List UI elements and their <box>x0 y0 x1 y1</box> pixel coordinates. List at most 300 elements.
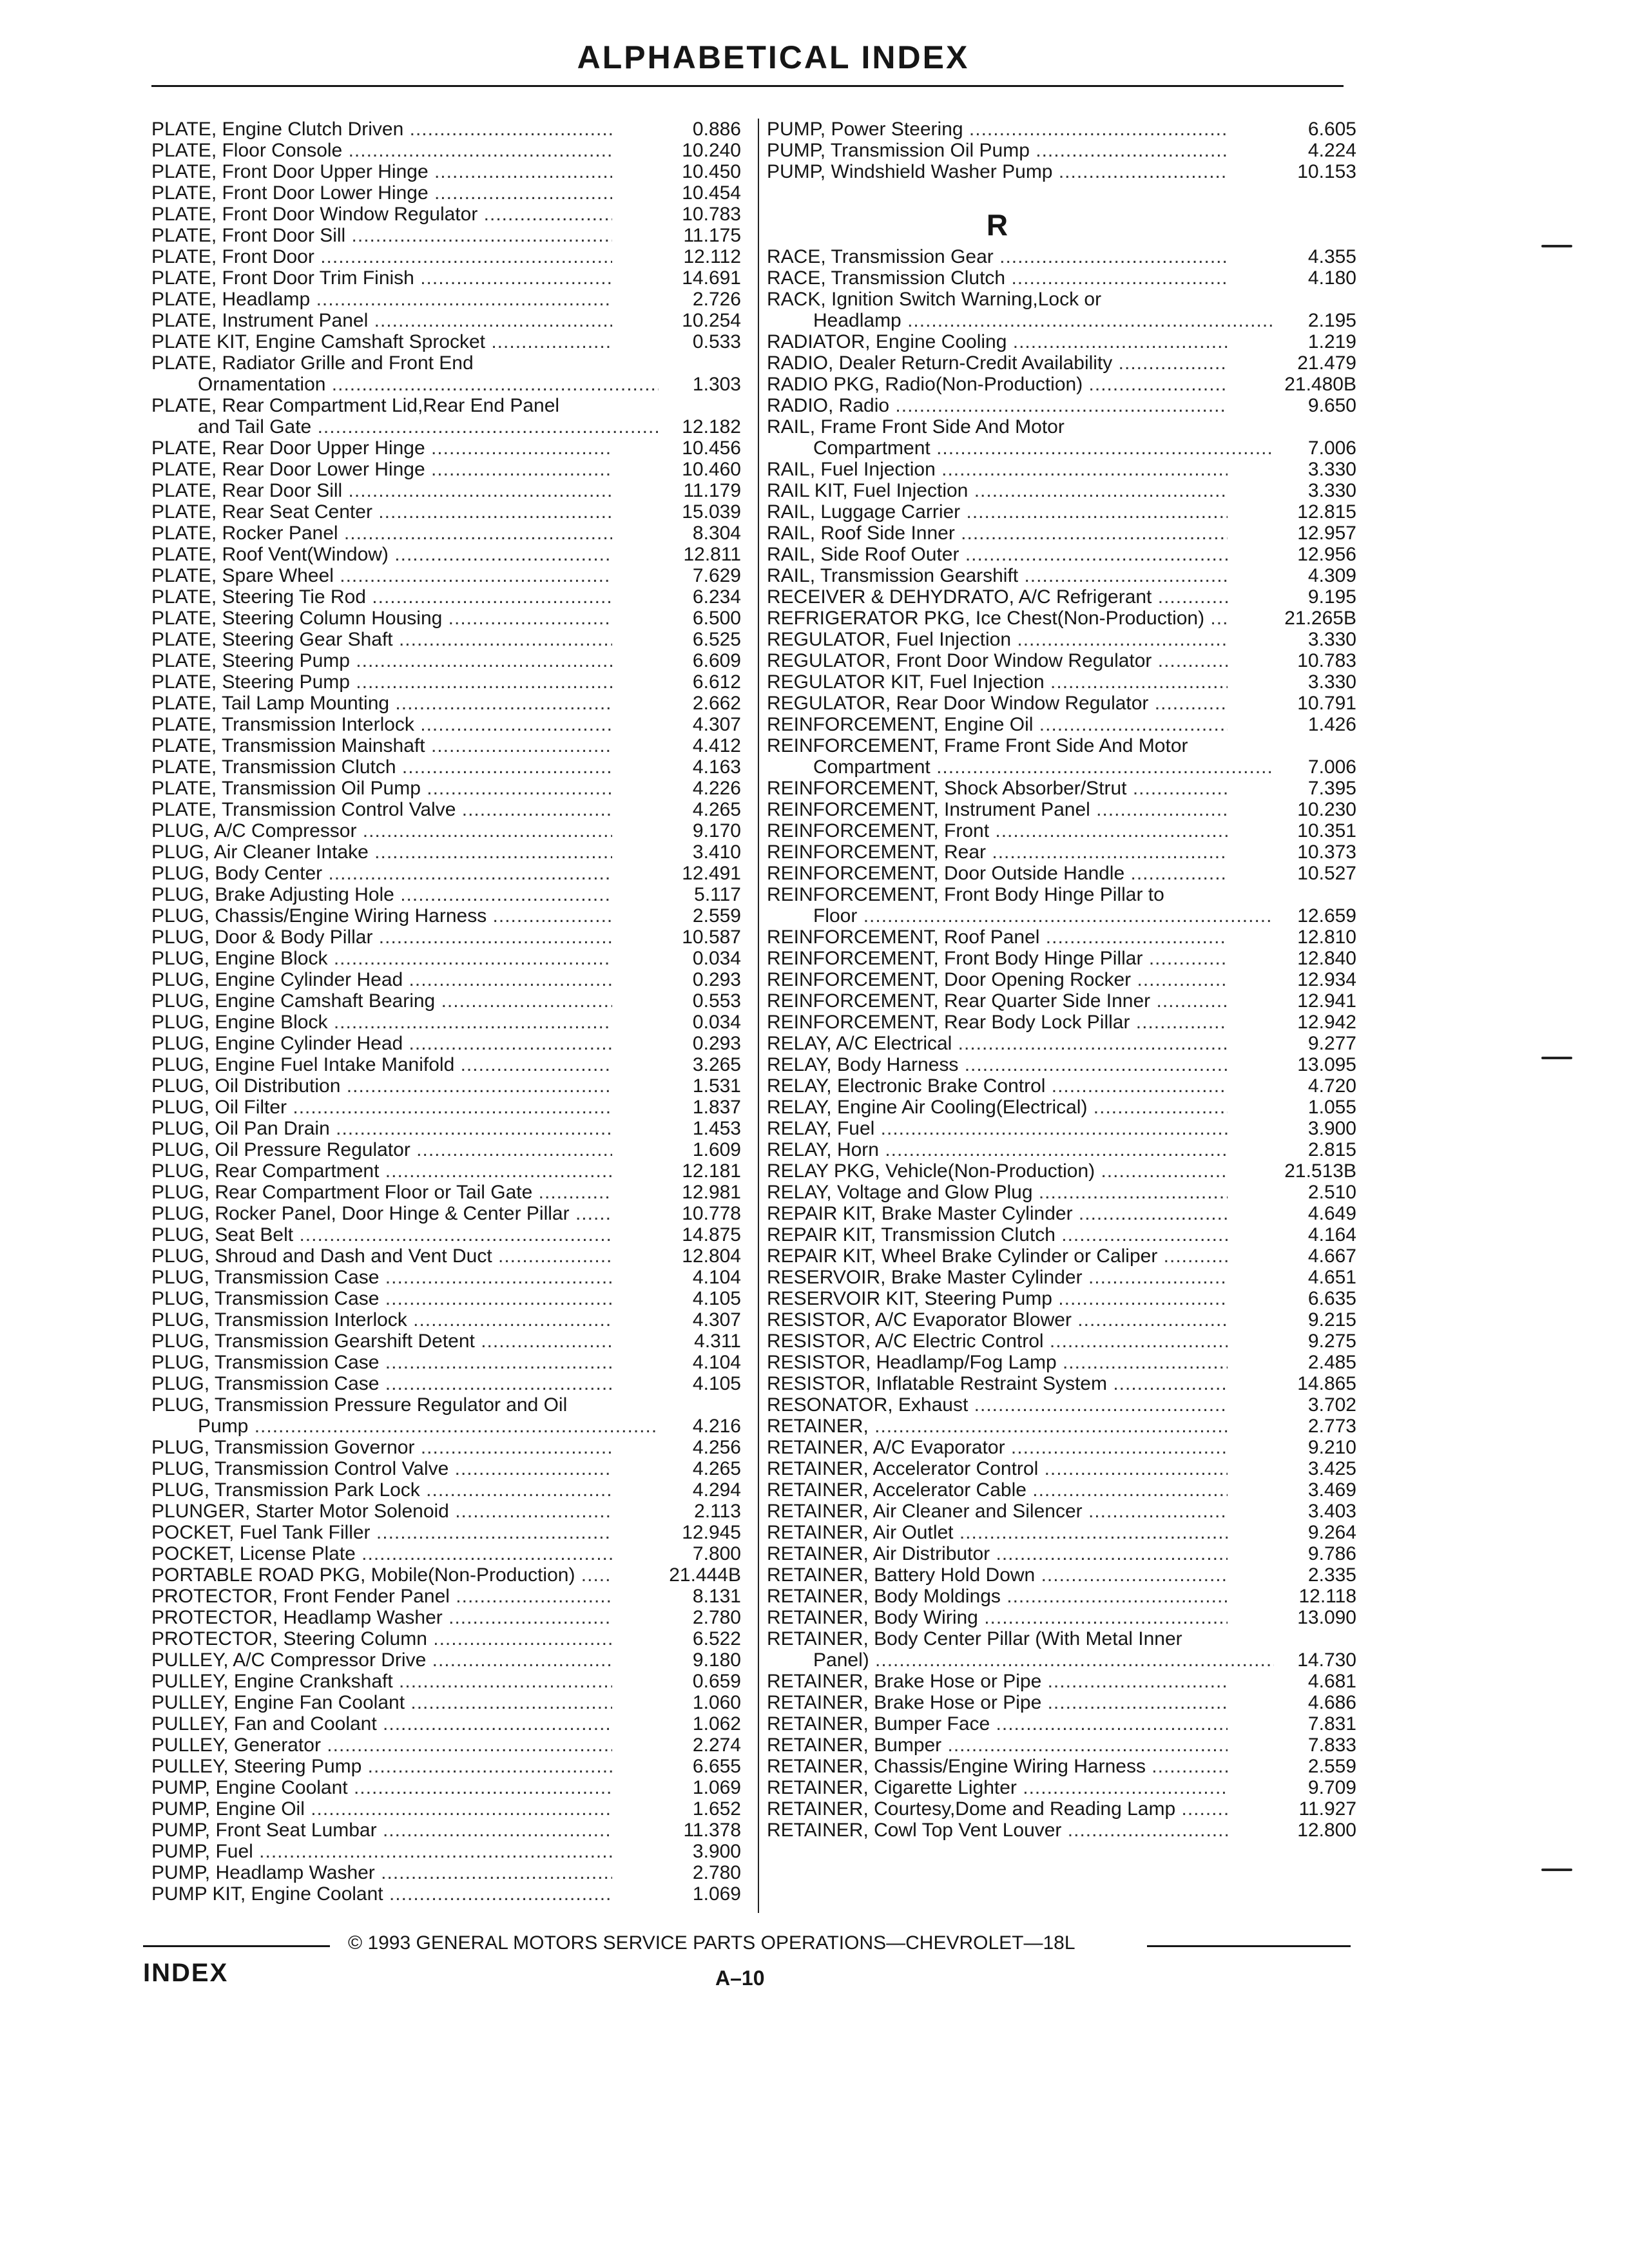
entry-label: PLATE, Rear Door Sill ..... <box>151 480 612 501</box>
entry-label: PULLEY, Fan and Coolant ..... <box>151 1713 612 1735</box>
entry-label: PUMP, Fuel ..... <box>151 1841 612 1862</box>
entry-label: REPAIR KIT, Transmission Clutch ..... <box>767 1224 1228 1245</box>
entry-label: PLUG, Rear Compartment ..... <box>151 1160 612 1182</box>
entry-label: PLUG, Rocker Panel, Door Hinge & Center Pillar ..... <box>151 1203 612 1224</box>
entry-page-ref: 6.635 <box>1307 1288 1356 1309</box>
index-entry <box>151 1012 741 1033</box>
index-entry <box>151 544 741 565</box>
entry-label: RETAINER, A/C Evaporator ..... <box>767 1437 1228 1458</box>
entry-label: PLUG, Brake Adjusting Hole ..... <box>151 884 612 905</box>
index-entry <box>767 246 1356 267</box>
entry-label: PLATE, Front Door Upper Hinge ..... <box>151 161 612 182</box>
index-entry <box>767 416 1356 437</box>
index-entry <box>151 1713 741 1735</box>
index-entry <box>151 778 741 799</box>
entry-page-ref: 6.522 <box>692 1628 741 1649</box>
entry-page-ref: 4.216 <box>692 1416 741 1437</box>
entry-label: PLUG, Engine Fuel Intake Manifold ..... <box>151 1054 612 1075</box>
entry-label: PULLEY, Engine Crankshaft ..... <box>151 1671 612 1692</box>
section-letter: R <box>986 208 1008 242</box>
entry-page-ref: 21.480B <box>1284 374 1356 395</box>
entry-label: RELAY, Electronic Brake Control ..... <box>767 1075 1228 1097</box>
index-entry <box>767 1309 1356 1331</box>
entry-page-ref: 1.219 <box>1307 331 1356 352</box>
entry-page-ref: 10.153 <box>1297 161 1356 182</box>
index-entry <box>151 119 741 140</box>
entry-page-ref: 12.934 <box>1297 969 1356 990</box>
index-entry <box>151 948 741 969</box>
index-entry <box>767 459 1356 480</box>
entry-page-ref: 4.164 <box>1307 1224 1356 1245</box>
index-entry <box>767 1118 1356 1139</box>
entry-label: RECEIVER & DEHYDRATO, A/C Refrigerant ..... <box>767 586 1228 608</box>
entry-label: PLUG, Engine Block ..... <box>151 1012 612 1033</box>
entry-page-ref: 13.090 <box>1297 1607 1356 1628</box>
index-entry <box>151 799 741 820</box>
entry-label: RESERVOIR KIT, Steering Pump ..... <box>767 1288 1228 1309</box>
index-entry <box>151 905 741 927</box>
entry-label: PLUG, Transmission Control Valve ..... <box>151 1458 612 1479</box>
section-spacer <box>767 182 1356 204</box>
index-entry <box>767 948 1356 969</box>
entry-page-ref: 1.652 <box>692 1798 741 1820</box>
entry-page-ref: 9.786 <box>1307 1543 1356 1564</box>
entry-page-ref: 2.335 <box>1307 1564 1356 1586</box>
index-entry <box>151 1160 741 1182</box>
entry-label: PLATE, Front Door Window Regulator ..... <box>151 204 612 225</box>
entry-label: RETAINER, Battery Hold Down ..... <box>767 1564 1228 1586</box>
entry-label: RAIL, Fuel Injection ..... <box>767 459 1228 480</box>
entry-page-ref: 4.412 <box>692 735 741 756</box>
entry-page-ref: 6.655 <box>692 1756 741 1777</box>
entry-label: REGULATOR, Fuel Injection ..... <box>767 629 1228 650</box>
entry-label: PUMP, Headlamp Washer ..... <box>151 1862 612 1883</box>
entry-page-ref: 10.527 <box>1297 863 1356 884</box>
entry-page-ref: 10.456 <box>682 437 741 459</box>
index-entry <box>151 289 741 310</box>
entry-label: RELAY, Voltage and Glow Plug ..... <box>767 1182 1228 1203</box>
entry-label: RETAINER, Air Outlet ..... <box>767 1522 1228 1543</box>
index-entry <box>151 246 741 267</box>
entry-page-ref: 2.780 <box>692 1862 741 1883</box>
index-entry <box>151 1883 741 1905</box>
entry-page-ref: 3.265 <box>692 1054 741 1075</box>
index-entry <box>151 1798 741 1820</box>
index-entry <box>151 1224 741 1245</box>
entry-page-ref: 12.815 <box>1297 501 1356 523</box>
index-entry <box>767 990 1356 1012</box>
entry-label: Floor ..... <box>767 905 1274 927</box>
entry-page-ref: 14.691 <box>682 267 741 289</box>
entry-page-ref: 4.686 <box>1307 1692 1356 1713</box>
entry-label: RAIL, Side Roof Outer ..... <box>767 544 1228 565</box>
entry-page-ref: 10.454 <box>682 182 741 204</box>
entry-label: RETAINER, Accelerator Cable ..... <box>767 1479 1228 1501</box>
entry-label: Panel) ..... <box>767 1649 1274 1671</box>
entry-label: RETAINER, Courtesy,Dome and Reading Lamp ..... <box>767 1798 1228 1820</box>
entry-label: PLUG, Transmission Case ..... <box>151 1288 612 1309</box>
index-entry <box>151 1267 741 1288</box>
entry-page-ref: 9.650 <box>1307 395 1356 416</box>
index-entry <box>151 1564 741 1586</box>
index-entry <box>151 1479 741 1501</box>
entry-label: RETAINER, Body Center Pillar (With Metal Inner <box>767 1628 1182 1649</box>
entry-page-ref: 0.553 <box>692 990 741 1012</box>
entry-label: RELAY, Engine Air Cooling(Electrical) ..... <box>767 1097 1228 1118</box>
index-entry <box>767 1777 1356 1798</box>
index-entry <box>767 331 1356 352</box>
entry-page-ref: 5.117 <box>694 884 741 905</box>
index-entry <box>151 1586 741 1607</box>
entry-label: PROTECTOR, Headlamp Washer ..... <box>151 1607 612 1628</box>
entry-page-ref: 10.460 <box>682 459 741 480</box>
column-divider <box>758 119 759 1913</box>
entry-page-ref: 0.533 <box>692 331 741 352</box>
index-entry <box>767 1479 1356 1501</box>
index-entry <box>767 1437 1356 1458</box>
entry-page-ref: 3.403 <box>1307 1501 1356 1522</box>
entry-label: PLATE, Rear Seat Center ..... <box>151 501 612 523</box>
index-entry <box>767 1394 1356 1416</box>
entry-page-ref: 14.875 <box>682 1224 741 1245</box>
index-entry <box>767 1267 1356 1288</box>
entry-label: RESERVOIR, Brake Master Cylinder ..... <box>767 1267 1228 1288</box>
index-entry <box>767 161 1356 182</box>
index-entry <box>767 1139 1356 1160</box>
index-entry <box>767 671 1356 693</box>
index-entry <box>767 693 1356 714</box>
entry-page-ref: 1.837 <box>692 1097 741 1118</box>
right-column-top-entries <box>767 119 1356 182</box>
entry-label: PLATE, Rear Door Upper Hinge ..... <box>151 437 612 459</box>
entry-label: PLATE, Transmission Control Valve ..... <box>151 799 612 820</box>
entry-page-ref: 9.275 <box>1307 1331 1356 1352</box>
entry-page-ref: 1.060 <box>692 1692 741 1713</box>
entry-page-ref: 8.304 <box>692 523 741 544</box>
entry-label: PLUG, Engine Camshaft Bearing ..... <box>151 990 612 1012</box>
index-entry <box>767 1798 1356 1820</box>
entry-label: PLUG, Transmission Interlock ..... <box>151 1309 612 1331</box>
entry-label: REINFORCEMENT, Frame Front Side And Motor <box>767 735 1188 756</box>
entry-page-ref: 10.783 <box>1297 650 1356 671</box>
entry-page-ref: 4.226 <box>692 778 741 799</box>
index-entry <box>151 650 741 671</box>
entry-label: REINFORCEMENT, Front ..... <box>767 820 1228 841</box>
entry-label: PUMP KIT, Engine Coolant ..... <box>151 1883 612 1905</box>
entry-label: PLATE, Front Door Trim Finish ..... <box>151 267 612 289</box>
index-entry <box>767 395 1356 416</box>
entry-label: REPAIR KIT, Wheel Brake Cylinder or Caliper ..... <box>767 1245 1228 1267</box>
index-entry <box>151 1288 741 1309</box>
entry-label: and Tail Gate ..... <box>151 416 659 437</box>
index-entry <box>151 1692 741 1713</box>
index-entry <box>767 778 1356 799</box>
index-entry <box>151 863 741 884</box>
entry-page-ref: 3.900 <box>1307 1118 1356 1139</box>
entry-page-ref: 21.479 <box>1297 352 1356 374</box>
index-entry <box>151 1203 741 1224</box>
entry-label: REGULATOR KIT, Fuel Injection ..... <box>767 671 1228 693</box>
index-entry <box>767 1649 1356 1671</box>
entry-label: PUMP, Power Steering ..... <box>767 119 1228 140</box>
index-entry <box>767 1416 1356 1437</box>
entry-label: RAIL, Luggage Carrier ..... <box>767 501 1228 523</box>
entry-page-ref: 2.559 <box>692 905 741 927</box>
index-entry <box>151 204 741 225</box>
index-entry <box>151 352 741 374</box>
index-entry <box>767 267 1356 289</box>
index-entry <box>767 352 1356 374</box>
entry-page-ref: 9.170 <box>692 820 741 841</box>
index-entry <box>151 756 741 778</box>
index-entry <box>767 1692 1356 1713</box>
entry-page-ref: 4.309 <box>1307 565 1356 586</box>
entry-page-ref: 6.612 <box>692 671 741 693</box>
entry-page-ref: 2.195 <box>1307 310 1356 331</box>
index-entry <box>767 119 1356 140</box>
index-entry <box>767 1713 1356 1735</box>
index-entry <box>767 1628 1356 1649</box>
entry-page-ref: 9.709 <box>1307 1777 1356 1798</box>
entry-page-ref: 2.726 <box>692 289 741 310</box>
entry-page-ref: 4.105 <box>692 1288 741 1309</box>
entry-page-ref: 3.410 <box>692 841 741 863</box>
entry-page-ref: 4.355 <box>1307 246 1356 267</box>
entry-label: PROTECTOR, Front Fender Panel ..... <box>151 1586 612 1607</box>
index-entry <box>151 267 741 289</box>
entry-label: REFRIGERATOR PKG, Ice Chest(Non-Production) ..... <box>767 608 1228 629</box>
entry-label: PLUG, Shroud and Dash and Vent Duct ..... <box>151 1245 612 1267</box>
entry-label: PLATE, Transmission Oil Pump ..... <box>151 778 612 799</box>
margin-mark <box>1541 1869 1572 1871</box>
entry-page-ref: 12.942 <box>1297 1012 1356 1033</box>
index-entry <box>767 374 1356 395</box>
index-entry <box>151 416 741 437</box>
entry-label: PLUG, Rear Compartment Floor or Tail Gate ..... <box>151 1182 612 1203</box>
section-label: INDEX <box>143 1959 229 1987</box>
index-entry <box>767 1756 1356 1777</box>
entry-page-ref: 1.069 <box>692 1777 741 1798</box>
entry-label: PUMP, Engine Coolant ..... <box>151 1777 612 1798</box>
index-entry <box>767 1097 1356 1118</box>
index-entry <box>767 1820 1356 1841</box>
entry-page-ref: 0.293 <box>692 1033 741 1054</box>
entry-page-ref: 21.265B <box>1284 608 1356 629</box>
index-entry <box>767 969 1356 990</box>
entry-label: REINFORCEMENT, Front Body Hinge Pillar to <box>767 884 1164 905</box>
entry-label: PLATE, Transmission Mainshaft ..... <box>151 735 612 756</box>
entry-page-ref: 3.425 <box>1307 1458 1356 1479</box>
entry-label: PLATE, Tail Lamp Mounting ..... <box>151 693 612 714</box>
entry-label: RACE, Transmission Clutch ..... <box>767 267 1228 289</box>
index-entry <box>151 1309 741 1331</box>
index-entry <box>767 310 1356 331</box>
entry-label: RETAINER, Brake Hose or Pipe ..... <box>767 1671 1228 1692</box>
entry-page-ref: 7.006 <box>1307 437 1356 459</box>
entry-page-ref: 6.500 <box>692 608 741 629</box>
index-entry <box>767 140 1356 161</box>
entry-page-ref: 3.330 <box>1307 480 1356 501</box>
entry-page-ref: 12.945 <box>682 1522 741 1543</box>
entry-page-ref: 12.941 <box>1297 990 1356 1012</box>
entry-label: RETAINER, Chassis/Engine Wiring Harness ..... <box>767 1756 1228 1777</box>
index-entry <box>151 1245 741 1267</box>
entry-label: PLUG, Oil Pressure Regulator ..... <box>151 1139 612 1160</box>
entry-label: RETAINER, Bumper Face ..... <box>767 1713 1228 1735</box>
entry-label: PUMP, Windshield Washer Pump ..... <box>767 161 1228 182</box>
entry-label: REINFORCEMENT, Rear ..... <box>767 841 1228 863</box>
entry-label: PLATE, Radiator Grille and Front End <box>151 352 474 374</box>
entry-page-ref: 4.651 <box>1307 1267 1356 1288</box>
index-entry <box>767 650 1356 671</box>
index-entry <box>151 565 741 586</box>
index-entry <box>151 501 741 523</box>
entry-label: PLATE, Steering Pump ..... <box>151 671 612 693</box>
index-entry <box>151 1862 741 1883</box>
index-entry <box>151 1437 741 1458</box>
entry-label: RETAINER, Air Distributor ..... <box>767 1543 1228 1564</box>
entry-page-ref: 2.485 <box>1307 1352 1356 1373</box>
index-entry <box>151 608 741 629</box>
entry-label: PLUG, Oil Distribution ..... <box>151 1075 612 1097</box>
entry-page-ref: 7.395 <box>1307 778 1356 799</box>
entry-label: RADIO, Dealer Return-Credit Availability ..... <box>767 352 1228 374</box>
index-entry <box>151 693 741 714</box>
entry-page-ref: 4.720 <box>1307 1075 1356 1097</box>
index-entry <box>151 1756 741 1777</box>
entry-page-ref: 11.927 <box>1298 1798 1356 1820</box>
index-entry <box>151 310 741 331</box>
entry-label: PUMP, Front Seat Lumbar ..... <box>151 1820 612 1841</box>
index-entry <box>151 1841 741 1862</box>
entry-label: PLUG, Transmission Gearshift Detent ..... <box>151 1331 612 1352</box>
entry-label: REINFORCEMENT, Instrument Panel ..... <box>767 799 1228 820</box>
index-entry <box>767 1075 1356 1097</box>
entry-label: PORTABLE ROAD PKG, Mobile(Non-Production) ..... <box>151 1564 612 1586</box>
entry-page-ref: 4.307 <box>692 714 741 735</box>
index-entry <box>151 969 741 990</box>
entry-page-ref: 4.104 <box>692 1267 741 1288</box>
entry-label: PLATE, Transmission Clutch ..... <box>151 756 612 778</box>
entry-page-ref: 15.039 <box>682 501 741 523</box>
index-entry <box>767 841 1356 863</box>
index-entry <box>151 1543 741 1564</box>
entry-page-ref: 2.662 <box>692 693 741 714</box>
entry-page-ref: 0.034 <box>692 948 741 969</box>
entry-page-ref: 0.659 <box>692 1671 741 1692</box>
index-entry <box>767 799 1356 820</box>
entry-label: PLUNGER, Starter Motor Solenoid ..... <box>151 1501 612 1522</box>
index-entry <box>151 714 741 735</box>
index-entry <box>151 395 741 416</box>
entry-label: RACK, Ignition Switch Warning,Lock or <box>767 289 1102 310</box>
entry-label: RESONATOR, Exhaust ..... <box>767 1394 1228 1416</box>
index-entry <box>767 1012 1356 1033</box>
entry-page-ref: 4.224 <box>1307 140 1356 161</box>
entry-label: REINFORCEMENT, Rear Quarter Side Inner ..... <box>767 990 1228 1012</box>
entry-page-ref: 2.815 <box>1307 1139 1356 1160</box>
index-entry <box>151 586 741 608</box>
entry-page-ref: 4.307 <box>692 1309 741 1331</box>
entry-page-ref: 10.778 <box>682 1203 741 1224</box>
index-entry <box>151 1033 741 1054</box>
entry-page-ref: 7.800 <box>692 1543 741 1564</box>
index-entry <box>767 1352 1356 1373</box>
entry-page-ref: 3.330 <box>1307 459 1356 480</box>
entry-page-ref: 6.525 <box>692 629 741 650</box>
index-entry <box>151 1054 741 1075</box>
footer-rule-left <box>143 1945 330 1947</box>
entry-page-ref: 10.230 <box>1297 799 1356 820</box>
entry-page-ref: 6.234 <box>692 586 741 608</box>
entry-page-ref: 10.791 <box>1297 693 1356 714</box>
entry-page-ref: 4.256 <box>692 1437 741 1458</box>
index-entry <box>767 1245 1356 1267</box>
entry-label: RELAY, Body Harness ..... <box>767 1054 1228 1075</box>
entry-label: PLATE, Headlamp ..... <box>151 289 612 310</box>
entry-page-ref: 9.195 <box>1307 586 1356 608</box>
index-entry <box>767 586 1356 608</box>
entry-page-ref: 4.265 <box>692 799 741 820</box>
entry-page-ref: 10.351 <box>1297 820 1356 841</box>
entry-page-ref: 4.163 <box>692 756 741 778</box>
entry-label: RESISTOR, A/C Electric Control ..... <box>767 1331 1228 1352</box>
entry-page-ref: 1.453 <box>692 1118 741 1139</box>
entry-page-ref: 10.450 <box>682 161 741 182</box>
entry-page-ref: 12.182 <box>682 416 741 437</box>
entry-page-ref: 14.865 <box>1297 1373 1356 1394</box>
entry-label: PLUG, Air Cleaner Intake ..... <box>151 841 612 863</box>
index-entry <box>767 565 1356 586</box>
entry-page-ref: 1.426 <box>1307 714 1356 735</box>
entry-label: RETAINER, ..... <box>767 1416 1228 1437</box>
entry-label: PLUG, Door & Body Pillar ..... <box>151 927 612 948</box>
index-entry <box>767 820 1356 841</box>
entry-page-ref: 3.330 <box>1307 629 1356 650</box>
right-column-entries <box>767 246 1356 1841</box>
entry-label: RETAINER, Bumper ..... <box>767 1735 1228 1756</box>
entry-label: RETAINER, Body Moldings ..... <box>767 1586 1228 1607</box>
index-entry <box>151 182 741 204</box>
entry-label: PLATE, Front Door ..... <box>151 246 612 267</box>
entry-page-ref: 9.277 <box>1307 1033 1356 1054</box>
entry-label: RETAINER, Cigarette Lighter ..... <box>767 1777 1228 1798</box>
entry-page-ref: 21.444B <box>669 1564 741 1586</box>
entry-label: RELAY PKG, Vehicle(Non-Production) ..... <box>767 1160 1228 1182</box>
entry-label: RACE, Transmission Gear ..... <box>767 246 1228 267</box>
index-entry <box>151 1820 741 1841</box>
index-entry <box>767 884 1356 905</box>
index-entry <box>151 1671 741 1692</box>
index-entry <box>151 1416 741 1437</box>
index-entry <box>767 1543 1356 1564</box>
entry-page-ref: 11.179 <box>683 480 741 501</box>
index-entry <box>767 1671 1356 1692</box>
index-entry <box>767 523 1356 544</box>
entry-page-ref: 12.810 <box>1297 927 1356 948</box>
entry-page-ref: 3.900 <box>692 1841 741 1862</box>
index-entry <box>151 1097 741 1118</box>
entry-label: PUMP, Transmission Oil Pump ..... <box>767 140 1228 161</box>
index-entry <box>767 1054 1356 1075</box>
entry-label: REINFORCEMENT, Shock Absorber/Strut ..... <box>767 778 1228 799</box>
entry-page-ref: 0.293 <box>692 969 741 990</box>
index-entry <box>767 1033 1356 1054</box>
entry-label: REINFORCEMENT, Door Opening Rocker ..... <box>767 969 1228 990</box>
entry-page-ref: 12.840 <box>1297 948 1356 969</box>
index-entry <box>767 863 1356 884</box>
entry-label: PLATE, Steering Pump ..... <box>151 650 612 671</box>
